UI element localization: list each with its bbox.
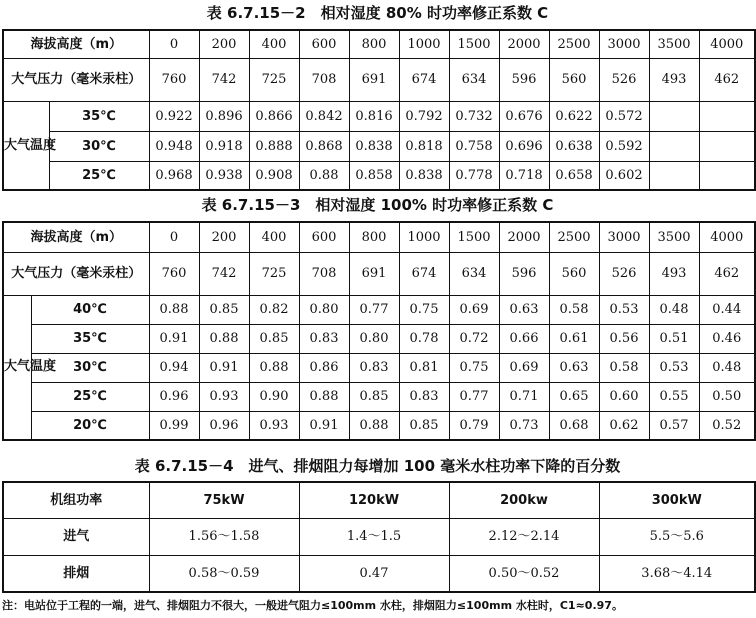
pressure-cell: 560 <box>549 252 599 295</box>
pressure-cell: 526 <box>599 58 649 101</box>
coefficient-cell: 0.83 <box>349 353 399 382</box>
coefficient-cell: 0.62 <box>599 411 649 440</box>
coefficient-cell: 0.696 <box>499 131 549 161</box>
altitude-cell: 800 <box>349 30 399 58</box>
coefficient-cell: 0.53 <box>599 295 649 324</box>
coefficient-cell: 0.732 <box>449 101 499 131</box>
coefficient-cell: 0.758 <box>449 131 499 161</box>
coefficient-cell: 0.96 <box>149 382 199 411</box>
resistance-type-label: 排烟 <box>3 555 149 592</box>
temp-row <box>3 131 755 161</box>
coefficient-cell: 0.56 <box>599 324 649 353</box>
temp-row <box>3 101 755 131</box>
coefficient-cell: 0.93 <box>199 382 249 411</box>
altitude-cell: 1000 <box>399 30 449 58</box>
altitude-cell: 2500 <box>549 222 599 252</box>
coefficient-cell: 0.71 <box>499 382 549 411</box>
coefficient-cell: 0.818 <box>399 131 449 161</box>
coefficient-cell: 0.922 <box>149 101 199 131</box>
coefficient-cell: 0.69 <box>499 353 549 382</box>
coefficient-cell: 0.888 <box>249 131 299 161</box>
altitude-cell: 3500 <box>649 222 699 252</box>
coefficient-cell: 0.792 <box>399 101 449 131</box>
pressure-label: 大气压力（毫米汞柱） <box>3 252 149 295</box>
temp-row <box>3 411 755 440</box>
table-humidity-80 <box>2 29 756 191</box>
coefficient-cell: 0.718 <box>499 161 549 190</box>
coefficient-cell <box>699 131 755 161</box>
pressure-cell: 708 <box>299 58 349 101</box>
altitude-cell: 2000 <box>499 30 549 58</box>
coefficient-cell: 0.88 <box>349 411 399 440</box>
coefficient-cell: 0.83 <box>399 382 449 411</box>
coefficient-cell: 0.866 <box>249 101 299 131</box>
coefficient-cell: 0.838 <box>399 161 449 190</box>
percent-cell: 1.4～1.5 <box>299 518 449 555</box>
altitude-label: 海拔高度（m） <box>3 222 149 252</box>
coefficient-cell: 0.948 <box>149 131 199 161</box>
table4-header-row <box>3 482 755 518</box>
temp-row <box>3 382 755 411</box>
altitude-cell: 3500 <box>649 30 699 58</box>
coefficient-cell: 0.88 <box>199 324 249 353</box>
coefficient-cell: 0.50 <box>699 382 755 411</box>
pressure-cell: 526 <box>599 252 649 295</box>
coefficient-cell: 0.58 <box>549 295 599 324</box>
temp-row <box>3 324 755 353</box>
coefficient-cell: 0.91 <box>199 353 249 382</box>
pressure-cell: 560 <box>549 58 599 101</box>
table3-caption: 表 6.7.15－3 相对湿度 100% 时功率修正系数 C <box>201 196 554 214</box>
pressure-cell: 760 <box>149 252 199 295</box>
coefficient-cell: 0.46 <box>699 324 755 353</box>
pressure-cell: 596 <box>499 58 549 101</box>
coefficient-cell: 0.85 <box>199 295 249 324</box>
coefficient-cell: 0.75 <box>399 295 449 324</box>
coefficient-cell: 0.602 <box>599 161 649 190</box>
pressure-cell: 493 <box>649 252 699 295</box>
altitude-cell: 3000 <box>599 30 649 58</box>
coefficient-cell: 0.79 <box>449 411 499 440</box>
coefficient-cell <box>699 161 755 190</box>
coefficient-cell: 0.96 <box>199 411 249 440</box>
table4-row <box>3 555 755 592</box>
percent-cell: 2.12～2.14 <box>449 518 599 555</box>
coefficient-cell <box>649 131 699 161</box>
temp-label: 40℃ <box>31 295 149 324</box>
coefficient-cell: 0.44 <box>699 295 755 324</box>
coefficient-cell: 0.91 <box>299 411 349 440</box>
coefficient-cell: 0.53 <box>649 353 699 382</box>
coefficient-cell: 0.73 <box>499 411 549 440</box>
coefficient-cell: 0.622 <box>549 101 599 131</box>
altitude-cell: 2500 <box>549 30 599 58</box>
coefficient-cell: 0.80 <box>349 324 399 353</box>
coefficient-cell: 0.868 <box>299 131 349 161</box>
pressure-label: 大气压力（毫米汞柱） <box>3 58 149 101</box>
coefficient-cell: 0.75 <box>449 353 499 382</box>
coefficient-cell: 0.55 <box>649 382 699 411</box>
altitude-cell: 1000 <box>399 222 449 252</box>
power-header-cell: 300kW <box>599 482 755 518</box>
coefficient-cell: 0.82 <box>249 295 299 324</box>
coefficient-cell: 0.91 <box>149 324 199 353</box>
coefficient-cell: 0.88 <box>149 295 199 324</box>
coefficient-cell: 0.938 <box>199 161 249 190</box>
pressure-cell: 725 <box>249 58 299 101</box>
coefficient-cell: 0.896 <box>199 101 249 131</box>
coefficient-cell: 0.858 <box>349 161 399 190</box>
coefficient-cell: 0.58 <box>599 353 649 382</box>
coefficient-cell: 0.52 <box>699 411 755 440</box>
power-header-cell: 75kW <box>149 482 299 518</box>
altitude-cell: 4000 <box>699 30 755 58</box>
pressure-cell: 493 <box>649 58 699 101</box>
percent-cell: 0.50～0.52 <box>449 555 599 592</box>
coefficient-cell: 0.93 <box>249 411 299 440</box>
pressure-cell: 708 <box>299 252 349 295</box>
coefficient-cell: 0.658 <box>549 161 599 190</box>
percent-cell: 0.47 <box>299 555 449 592</box>
coefficient-cell: 0.69 <box>449 295 499 324</box>
altitude-cell: 800 <box>349 222 399 252</box>
coefficient-cell: 0.592 <box>599 131 649 161</box>
pressure-cell: 691 <box>349 58 399 101</box>
pressure-cell: 596 <box>499 252 549 295</box>
coefficient-cell: 0.80 <box>299 295 349 324</box>
coefficient-cell: 0.83 <box>299 324 349 353</box>
resistance-type-label: 进气 <box>3 518 149 555</box>
coefficient-cell: 0.842 <box>299 101 349 131</box>
temp-label: 20℃ <box>31 411 149 440</box>
power-header-label: 机组功率 <box>3 482 149 518</box>
temp-row <box>3 353 755 382</box>
coefficient-cell: 0.57 <box>649 411 699 440</box>
pressure-cell: 634 <box>449 252 499 295</box>
pressure-cell: 634 <box>449 58 499 101</box>
coefficient-cell: 0.48 <box>699 353 755 382</box>
altitude-cell: 1500 <box>449 30 499 58</box>
pressure-cell: 725 <box>249 252 299 295</box>
coefficient-cell: 0.88 <box>249 353 299 382</box>
coefficient-cell: 0.72 <box>449 324 499 353</box>
coefficient-cell: 0.838 <box>349 131 399 161</box>
coefficient-cell: 0.51 <box>649 324 699 353</box>
altitude-label: 海拔高度（m） <box>3 30 149 58</box>
coefficient-cell: 0.48 <box>649 295 699 324</box>
altitude-cell: 400 <box>249 30 299 58</box>
temp-group-label: 大气温度 <box>3 295 31 440</box>
coefficient-cell: 0.968 <box>149 161 199 190</box>
coefficient-cell: 0.86 <box>299 353 349 382</box>
coefficient-cell: 0.638 <box>549 131 599 161</box>
coefficient-cell: 0.78 <box>399 324 449 353</box>
coefficient-cell: 0.816 <box>349 101 399 131</box>
coefficient-cell: 0.778 <box>449 161 499 190</box>
altitude-cell: 0 <box>149 30 199 58</box>
coefficient-cell: 0.60 <box>599 382 649 411</box>
temp-group-label: 大气温度 <box>3 101 49 190</box>
coefficient-cell: 0.99 <box>149 411 199 440</box>
coefficient-cell: 0.81 <box>399 353 449 382</box>
coefficient-cell: 0.63 <box>549 353 599 382</box>
coefficient-cell: 0.88 <box>299 161 349 190</box>
altitude-cell: 3000 <box>599 222 649 252</box>
altitude-cell: 200 <box>199 30 249 58</box>
coefficient-cell <box>649 161 699 190</box>
pressure-row <box>3 252 755 295</box>
table-resistance-power-drop <box>2 481 756 593</box>
temp-label: 30℃ <box>49 131 149 161</box>
power-header-cell: 200kw <box>449 482 599 518</box>
coefficient-cell: 0.908 <box>249 161 299 190</box>
coefficient-cell <box>649 101 699 131</box>
coefficient-cell: 0.85 <box>249 324 299 353</box>
percent-cell: 5.5～5.6 <box>599 518 755 555</box>
pressure-cell: 674 <box>399 252 449 295</box>
table-humidity-100 <box>2 221 756 441</box>
pressure-cell: 462 <box>699 58 755 101</box>
percent-cell: 0.58～0.59 <box>149 555 299 592</box>
altitude-cell: 600 <box>299 222 349 252</box>
coefficient-cell: 0.68 <box>549 411 599 440</box>
power-header-cell: 120kW <box>299 482 449 518</box>
altitude-cell: 1500 <box>449 222 499 252</box>
coefficient-cell: 0.65 <box>549 382 599 411</box>
temp-row <box>3 295 755 324</box>
coefficient-cell: 0.572 <box>599 101 649 131</box>
altitude-cell: 600 <box>299 30 349 58</box>
percent-cell: 1.56～1.58 <box>149 518 299 555</box>
coefficient-cell: 0.63 <box>499 295 549 324</box>
coefficient-cell <box>699 101 755 131</box>
coefficient-cell: 0.66 <box>499 324 549 353</box>
altitude-cell: 0 <box>149 222 199 252</box>
altitude-cell: 4000 <box>699 222 755 252</box>
table4-caption: 表 6.7.15－4 进气、排烟阻力每增加 100 毫米水柱功率下降的百分数 <box>134 457 621 475</box>
coefficient-cell: 0.88 <box>299 382 349 411</box>
altitude-cell: 2000 <box>499 222 549 252</box>
pressure-cell: 742 <box>199 58 249 101</box>
coefficient-cell: 0.918 <box>199 131 249 161</box>
temp-row <box>3 161 755 190</box>
temp-label: 35℃ <box>31 324 149 353</box>
altitude-row <box>3 30 755 58</box>
table4-row <box>3 518 755 555</box>
pressure-cell: 691 <box>349 252 399 295</box>
pressure-cell: 674 <box>399 58 449 101</box>
altitude-row <box>3 222 755 252</box>
coefficient-cell: 0.94 <box>149 353 199 382</box>
coefficient-cell: 0.85 <box>399 411 449 440</box>
footnote: 注：电站位于工程的一端，进气、排烟阻力不很大，一般进气阻力≤100mm 水柱，排烟阻力≤100mm 水柱时，C1≈0.97。 <box>2 599 623 612</box>
temp-label: 35℃ <box>49 101 149 131</box>
temp-label: 30℃ <box>31 353 149 382</box>
coefficient-cell: 0.61 <box>549 324 599 353</box>
table2-caption: 表 6.7.15－2 相对湿度 80% 时功率修正系数 C <box>206 4 549 22</box>
temp-label: 25℃ <box>49 161 149 190</box>
pressure-cell: 760 <box>149 58 199 101</box>
temp-label: 25℃ <box>31 382 149 411</box>
altitude-cell: 400 <box>249 222 299 252</box>
altitude-cell: 200 <box>199 222 249 252</box>
pressure-row <box>3 58 755 101</box>
percent-cell: 3.68～4.14 <box>599 555 755 592</box>
coefficient-cell: 0.676 <box>499 101 549 131</box>
coefficient-cell: 0.77 <box>349 295 399 324</box>
pressure-cell: 462 <box>699 252 755 295</box>
coefficient-cell: 0.90 <box>249 382 299 411</box>
coefficient-cell: 0.85 <box>349 382 399 411</box>
pressure-cell: 742 <box>199 252 249 295</box>
coefficient-cell: 0.77 <box>449 382 499 411</box>
